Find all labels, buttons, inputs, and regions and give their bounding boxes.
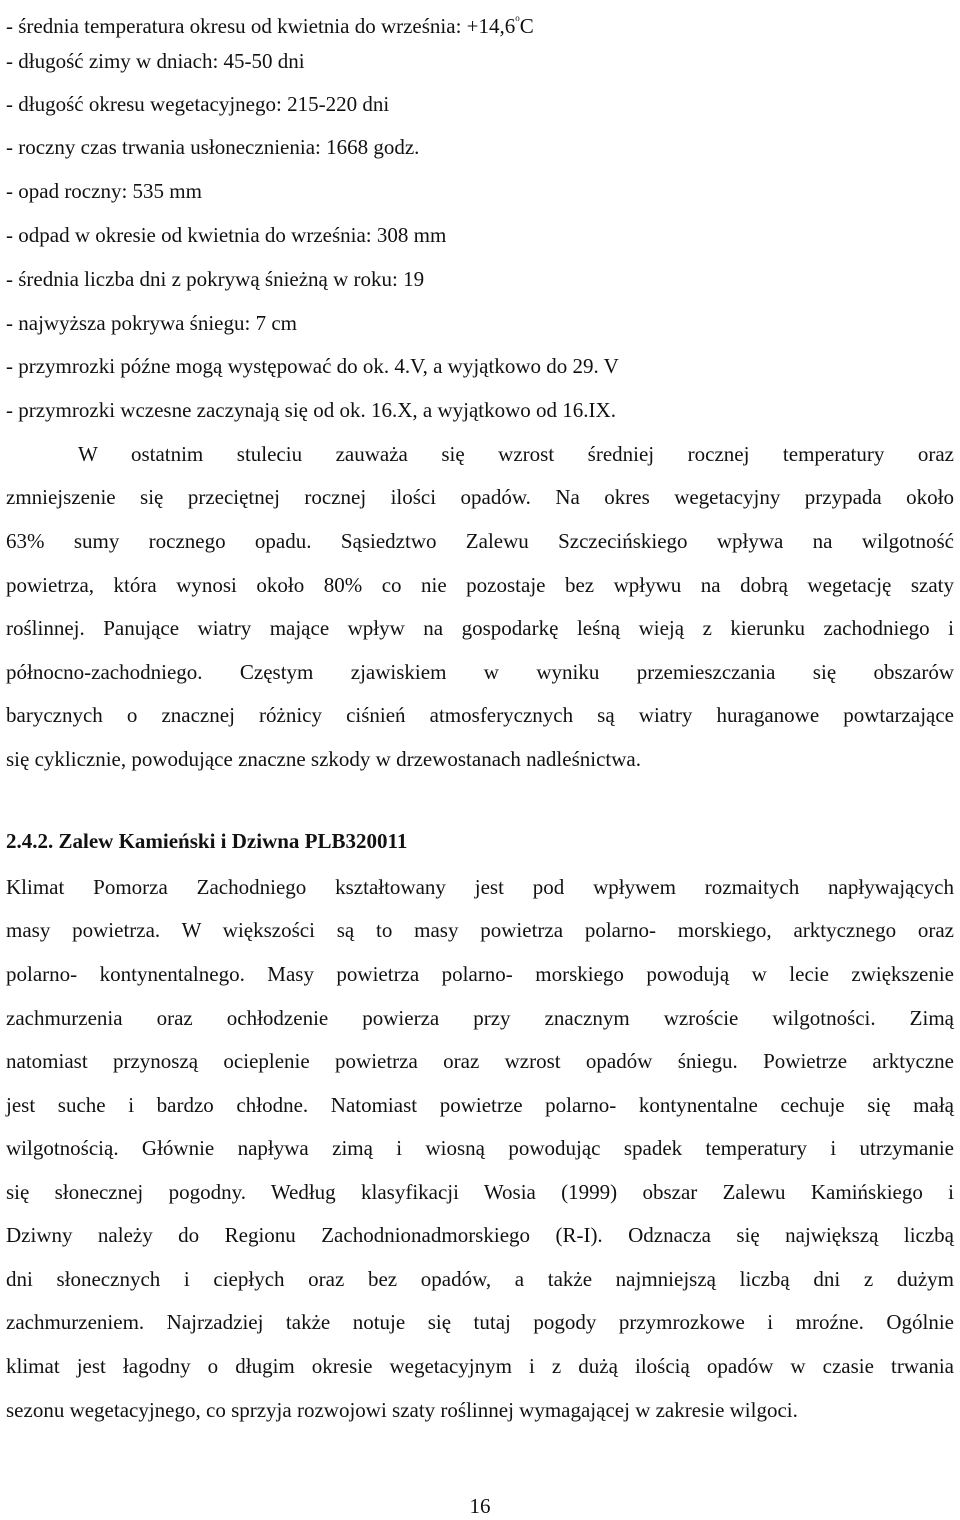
paragraph-line: roślinnej. Panujące wiatry mające wpływ na gospodarkę leśną wieją z kierunku zachodniego i bbox=[6, 616, 954, 640]
section-heading: 2.4.2. Zalew Kamieński i Dziwna PLB320011 bbox=[6, 829, 408, 853]
list-item: - opad roczny: 535 mm bbox=[6, 179, 202, 203]
list-item: - roczny czas trwania usłonecznienia: 1668 godz. bbox=[6, 135, 420, 159]
list-item: - odpad w okresie od kwietnia do września: 308 mm bbox=[6, 223, 447, 247]
paragraph-line: się słonecznej pogodny. Według klasyfikacji Wosia (1999) obszar Zalewu Kamińskiego i bbox=[6, 1180, 954, 1204]
list-item-text: - średnia temperatura okresu od kwietnia do września: +14,6 bbox=[6, 14, 516, 38]
paragraph-line: masy powietrza. W większości są to masy powietrza polarno- morskiego, arktycznego oraz bbox=[6, 918, 954, 942]
paragraph-line: zmniejszenie się przeciętnej rocznej ilości opadów. Na okres wegetacyjny przypada około bbox=[6, 485, 954, 509]
paragraph-line: barycznych o znacznej różnicy ciśnień atmosferycznych są wiatry huraganowe powtarzające bbox=[6, 703, 954, 727]
list-item: - długość zimy w dniach: 45-50 dni bbox=[6, 49, 305, 73]
paragraph-line: północno-zachodniego. Częstym zjawiskiem w wyniku przemieszczania się obszarów bbox=[6, 660, 954, 684]
page-number: 16 bbox=[469, 1494, 491, 1518]
paragraph-line: wilgotnością. Głównie napływa zimą i wiosną powodując spadek temperatury i utrzymanie bbox=[6, 1136, 954, 1160]
paragraph-line: jest suche i bardzo chłodne. Natomiast powietrze polarno- kontynentalne cechuje się małą bbox=[6, 1093, 954, 1117]
paragraph-line: polarno- kontynentalnego. Masy powietrza polarno- morskiego powodują w lecie zwiększenie bbox=[6, 962, 954, 986]
list-item: - najwyższa pokrywa śniegu: 7 cm bbox=[6, 311, 297, 335]
paragraph-line: dni słonecznych i ciepłych oraz bez opadów, a także najmniejszą liczbą dni z dużym bbox=[6, 1267, 954, 1291]
paragraph-line: W ostatnim stuleciu zauważa się wzrost średniej rocznej temperatury oraz bbox=[78, 442, 954, 466]
list-item: - przymrozki wczesne zaczynają się od ok. 16.X, a wyjątkowo od 16.IX. bbox=[6, 398, 616, 422]
paragraph-line: zachmurzenia oraz ochłodzenie powierza przy znacznym wzroście wilgotności. Zimą bbox=[6, 1006, 954, 1030]
paragraph-line: Dziwny należy do Regionu Zachodnionadmorskiego (R-I). Odznacza się największą liczbą bbox=[6, 1223, 954, 1247]
list-item bbox=[6, 4, 534, 40]
paragraph-line: się cyklicznie, powodujące znaczne szkody w drzewostanach nadleśnictwa. bbox=[6, 747, 641, 771]
paragraph-line: Klimat Pomorza Zachodniego kształtowany jest pod wpływem rozmaitych napływających bbox=[6, 875, 954, 899]
unit-label: C bbox=[519, 14, 534, 38]
paragraph-line: klimat jest łagodny o długim okresie wegetacyjnym i z dużą ilością opadów w czasie trwania bbox=[6, 1354, 954, 1378]
paragraph-line: zachmurzeniem. Najrzadziej także notuje się tutaj pogody przymrozkowe i mroźne. Ogólnie bbox=[6, 1310, 954, 1334]
paragraph-line: natomiast przynoszą ocieplenie powietrza oraz wzrost opadów śniegu. Powietrze arktyczne bbox=[6, 1049, 954, 1073]
degree-sign: o bbox=[515, 13, 520, 23]
list-item: - długość okresu wegetacyjnego: 215-220 dni bbox=[6, 92, 390, 116]
paragraph-line: sezonu wegetacyjnego, co sprzyja rozwojowi szaty roślinnej wymagającej w zakresie wilgoci. bbox=[6, 1398, 798, 1422]
list-item: - przymrozki późne mogą występować do ok. 4.V, a wyjątkowo do 29. V bbox=[6, 354, 619, 378]
list-item: - średnia liczba dni z pokrywą śnieżną w roku: 19 bbox=[6, 267, 425, 291]
paragraph-line: powietrza, która wynosi około 80% co nie pozostaje bez wpływu na dobrą wegetację szaty bbox=[6, 573, 954, 597]
paragraph-line: 63% sumy rocznego opadu. Sąsiedztwo Zalewu Szczecińskiego wpływa na wilgotność bbox=[6, 529, 954, 553]
